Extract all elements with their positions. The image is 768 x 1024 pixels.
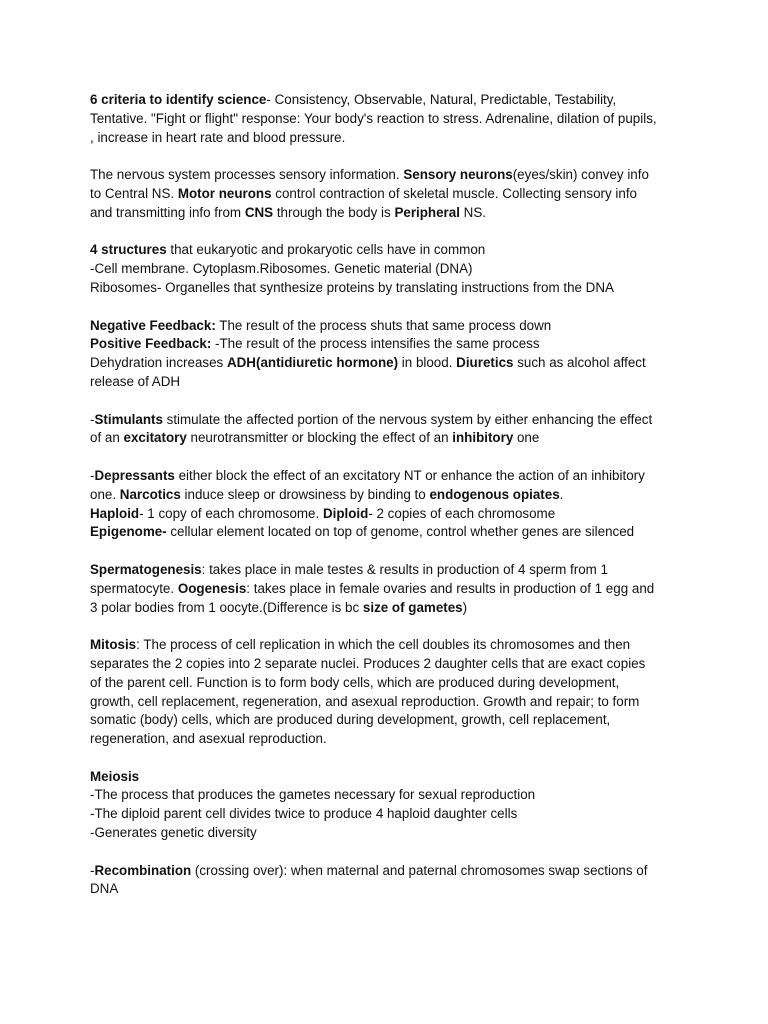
text-line [90, 655, 690, 674]
bold-term: excitatory [123, 430, 187, 446]
paragraph [90, 862, 690, 900]
text-run: through the body is [273, 204, 395, 220]
bold-term: Spermatogenesis [90, 561, 202, 577]
bold-term: Recombination [94, 862, 192, 878]
text-run: regeneration, and asexual reproduction. [90, 731, 327, 747]
text-run: - 2 copies of each chromosome [368, 505, 556, 521]
text-line [90, 110, 690, 129]
text-line [90, 204, 690, 223]
text-run: in blood. [398, 355, 457, 371]
text-run: : The process of cell replication in which the cell doubles its chromosomes and then [136, 637, 631, 653]
text-line [90, 523, 690, 542]
text-line [90, 260, 690, 279]
text-run: Dehydration increases [90, 355, 227, 371]
bold-term: Haploid [90, 505, 140, 521]
bold-term: Meiosis [90, 768, 140, 784]
text-run: -The process that produces the gametes necessary for sexual reproduction [90, 787, 536, 803]
text-run: - Consistency, Observable, Natural, Predictable, Testability, [266, 92, 617, 107]
bold-term: Diuretics [456, 355, 514, 371]
text-run: : takes place in female ovaries and results in production of 1 egg and [246, 580, 655, 596]
paragraph [90, 636, 690, 749]
text-run: neurotransmitter or blocking the effect of an [186, 430, 453, 446]
text-line [90, 241, 690, 260]
text-run: to Central NS. [90, 185, 178, 201]
bold-term: Negative Feedback: [90, 317, 216, 333]
paragraph [90, 241, 690, 297]
text-line [90, 429, 690, 448]
bold-term: Motor neurons [177, 185, 272, 201]
bold-term: 6 criteria to identify science [90, 92, 267, 107]
paragraph [90, 91, 690, 147]
text-run: Ribosomes- Organelles that synthesize proteins by translating instructions from the DNA [90, 279, 614, 295]
text-line [90, 674, 690, 693]
paragraph [90, 768, 690, 843]
bold-term: Mitosis [90, 637, 137, 653]
text-line [90, 317, 690, 336]
text-run: such as alcohol affect [513, 355, 646, 371]
text-line [90, 129, 690, 148]
text-line [90, 335, 690, 354]
text-line [90, 561, 690, 580]
text-run: Tentative. "Fight or flight" response: Your body's reaction to stress. Adrenaline, dilation of pupils, [90, 110, 657, 126]
text-line [90, 185, 690, 204]
text-run: and transmitting info from [90, 204, 245, 220]
text-run: -The diploid parent cell divides twice to produce 4 haploid daughter cells [90, 806, 518, 822]
text-run: 3 polar bodies from 1 oocyte.(Difference is bc [90, 599, 363, 615]
bold-term: size of gametes [362, 599, 463, 615]
text-run: of the parent cell. Function is to form body cells, which are produced during development, [90, 674, 620, 690]
paragraph [90, 411, 690, 449]
text-run: - [90, 862, 95, 878]
text-run: somatic (body) cells, which are produced during development, growth, cell replacement, [90, 712, 611, 728]
text-run: either block the effect of an excitatory NT or enhance the action of an inhibitory [174, 467, 645, 483]
text-run: - [90, 467, 95, 483]
text-line [90, 730, 690, 749]
text-line [90, 373, 690, 392]
text-line [90, 786, 690, 805]
bold-term: Sensory neurons [403, 167, 513, 183]
bold-term: Oogenesis [177, 580, 247, 596]
text-line [90, 711, 690, 730]
text-run: -Cell membrane. Cytoplasm.Ribosomes. Genetic material (DNA) [90, 261, 473, 277]
text-run: stimulate the affected portion of the nervous system by either enhancing the effect [162, 411, 653, 427]
text-line [90, 505, 690, 524]
text-run: . [559, 486, 564, 502]
bold-term: Epigenome- [90, 524, 167, 540]
text-run: control contraction of skeletal muscle. Collecting sensory info [271, 185, 638, 201]
text-run: - 1 copy of each chromosome. [139, 505, 323, 521]
text-run: -The result of the process intensifies the same process [211, 336, 540, 352]
bold-term: Depressants [94, 467, 175, 483]
text-line [90, 880, 690, 899]
text-run: ) [462, 599, 468, 615]
text-line [90, 636, 690, 655]
bold-term: ADH(antidiuretic hormone) [226, 355, 399, 371]
text-run: -Generates genetic diversity [90, 825, 257, 841]
document-body [90, 91, 690, 918]
text-run: NS. [459, 204, 486, 220]
text-line [90, 411, 690, 430]
text-line [90, 166, 690, 185]
text-line [90, 486, 690, 505]
bold-term: Positive Feedback: [90, 336, 212, 352]
text-run: that eukaryotic and prokaryotic cells have in common [166, 242, 486, 258]
text-line [90, 693, 690, 712]
text-run: (crossing over): when maternal and paternal chromosomes swap sections of [191, 862, 648, 878]
bold-term: Diploid [322, 505, 369, 521]
text-line [90, 599, 690, 618]
bold-term: Stimulants [94, 411, 163, 427]
text-line [90, 91, 690, 110]
paragraph [90, 317, 690, 392]
text-line [90, 862, 690, 881]
text-run: The nervous system processes sensory information. [90, 167, 404, 183]
text-run: DNA [90, 881, 119, 897]
bold-term: CNS [244, 204, 274, 220]
text-run: one. [90, 486, 120, 502]
text-run: separates the 2 copies into 2 separate nuclei. Produces 2 daughter cells that are exact copies [90, 655, 646, 671]
text-run: induce sleep or drowsiness by binding to [180, 486, 430, 502]
text-run: one [513, 430, 540, 446]
bold-term: Narcotics [119, 486, 181, 502]
text-line [90, 824, 690, 843]
paragraph [90, 467, 690, 542]
paragraph [90, 166, 690, 222]
bold-term: inhibitory [452, 430, 514, 446]
text-run: cellular element located on top of genome, control whether genes are silenced [166, 524, 635, 540]
bold-term: endogenous opiates [429, 486, 560, 502]
text-run: - [90, 411, 95, 427]
bold-term: Peripheral [394, 204, 460, 220]
text-run: release of ADH [90, 373, 181, 389]
text-line [90, 279, 690, 298]
text-run: of an [90, 430, 124, 446]
bold-term: 4 structures [90, 242, 167, 258]
paragraph [90, 561, 690, 617]
text-run: : takes place in male testes & results in production of 4 sperm from 1 [201, 561, 609, 577]
text-run: (eyes/skin) convey info [512, 167, 649, 183]
text-line [90, 768, 690, 787]
text-run: , increase in heart rate and blood pressure. [90, 129, 346, 145]
text-run: growth, cell replacement, regeneration, and asexual reproduction. Growth and repair; to form [90, 693, 640, 709]
text-line [90, 805, 690, 824]
text-line [90, 354, 690, 373]
text-line [90, 580, 690, 599]
text-line [90, 467, 690, 486]
text-run: spermatocyte. [90, 580, 178, 596]
text-run: The result of the process shuts that same process down [215, 317, 552, 333]
